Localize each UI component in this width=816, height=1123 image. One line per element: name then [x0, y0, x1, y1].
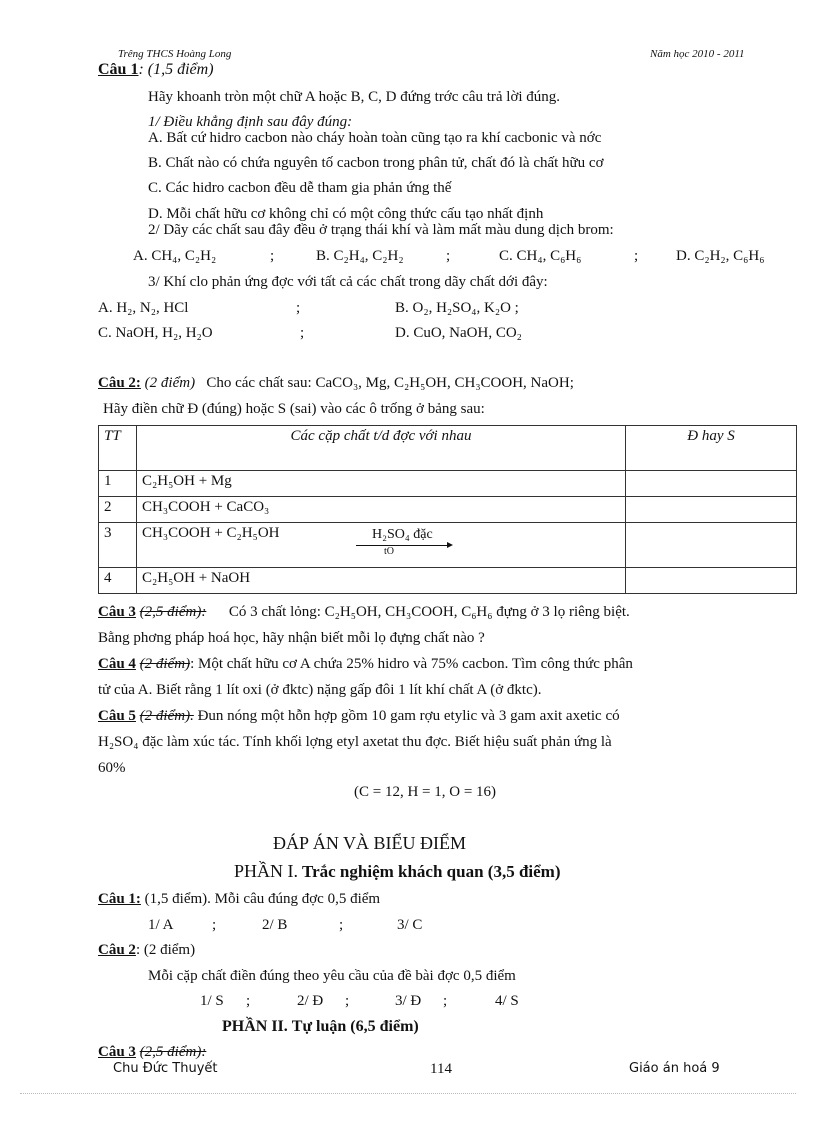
row-number: 1	[99, 471, 137, 497]
q2-instruction: Hãy điền chữ Đ (đúng) hoặc S (sai) vào các ô trống ở bảng sau:	[103, 401, 485, 417]
q1-s3-option-a: A. H₂, N₂, HCl	[98, 300, 189, 316]
a1-text: (1,5 điểm). Mỗi câu đúng đợc 0,5 điểm	[144, 891, 381, 907]
answers-title: ĐÁP ÁN VÀ BIỂU ĐIỂM	[273, 833, 466, 853]
q3-points: (2,5 điểm):	[139, 604, 207, 620]
q2-points: (2 điểm)	[144, 375, 196, 391]
q1-s2-sep-1: ;	[270, 248, 275, 264]
q1-s1-option-b: B. Chất nào có chứa nguyên tố cacbon trong phân tử, chất đó là chất hữu cơ	[148, 155, 604, 171]
row-answer-cell[interactable]	[626, 471, 797, 497]
a2-sep-1: ;	[246, 993, 251, 1009]
row-number: 3	[99, 523, 137, 568]
q4-points: (2 điểm)	[139, 656, 191, 672]
q3-title: Câu 3	[98, 604, 136, 620]
q1-s3-option-d: D. CuO, NaOH, CO₂	[395, 325, 522, 341]
q1-s3-sep-1: ;	[296, 300, 301, 316]
row-number: 2	[99, 497, 137, 523]
a3-heading	[98, 1044, 206, 1061]
part2-title: Tự luận (6,5 điểm)	[291, 1018, 419, 1035]
a1-title: Câu 1:	[98, 891, 141, 907]
col-pairs-header: Các cặp chất t/d đợc với nhau	[137, 426, 626, 471]
school-header: Trêng THCS Hoàng Long	[118, 48, 232, 60]
q1-s3-option-c: C. NaOH, H₂, H₂O	[98, 325, 213, 341]
q1-s2-option-b: B. C₂H₄, C₂H₂	[316, 248, 404, 264]
reaction-catalyst: H₂SO₄ đặc	[372, 527, 433, 542]
q3-line1	[98, 604, 630, 621]
q1-s1-option-d: D. Mỗi chất hữu cơ không chỉ có một công thức cấu tạo nhất định	[148, 206, 544, 222]
a1-sep-1: ;	[212, 917, 217, 933]
part1-heading	[234, 861, 561, 882]
q1-s2-option-a: A. CH₄, C₂H₂	[133, 248, 217, 264]
part2-heading	[222, 1018, 419, 1036]
page-bottom-divider	[20, 1093, 796, 1094]
q2-title: Câu 2:	[98, 375, 141, 391]
q1-s1-title: 1/ Điều khẳng định sau đây đúng:	[148, 114, 353, 130]
a2-answer-4: 4/ S	[495, 993, 519, 1009]
q4-line1	[98, 656, 633, 673]
q4-text-1: : Một chất hữu cơ A chứa 25% hidro và 75% cacbon. Tìm công thức phân	[190, 656, 633, 672]
a3-points: (2,5 điểm):	[139, 1044, 207, 1060]
a2-text: Mỗi cặp chất điền đúng theo yêu cầu của đề bài đợc 0,5 điểm	[148, 968, 516, 984]
table-header-row	[99, 426, 797, 471]
table-row	[99, 568, 797, 594]
a2-answer-1: 1/ S	[200, 993, 224, 1009]
a2-answer-2: 2/ Đ	[297, 993, 324, 1009]
table-row	[99, 471, 797, 497]
q5-text-3: 60%	[98, 760, 126, 776]
q3-text-1: Có 3 chất lỏng: C₂H₅OH, CH₃COOH, C₆H₆ đựng ở 3 lọ riêng biệt.	[228, 604, 630, 620]
q1-s1-option-a: A. Bất cứ hidro cacbon nào cháy hoàn toàn cũng tạo ra khí cacbonic và nớc	[148, 130, 602, 146]
table-row	[99, 497, 797, 523]
part2-prefix: PHẦN II.	[222, 1018, 288, 1035]
part1-prefix: PHẦN I.	[234, 861, 299, 881]
q1-s3-title: 3/ Khí clo phản ứng đợc với tất cả các chất trong dãy chất dới đây:	[148, 274, 548, 290]
q1-s2-option-c: C. CH₄, C₆H₆	[499, 248, 582, 264]
a1-answer-3: 3/ C	[397, 917, 423, 933]
q1-instruction: Hãy khoanh tròn một chữ A hoặc B, C, D đứng trớc câu trả lời đúng.	[148, 89, 561, 105]
row-number: 4	[99, 568, 137, 594]
q1-s3-option-b: B. O₂, H₂SO₄, K₂O ;	[395, 300, 519, 316]
q1-s2-sep-3: ;	[634, 248, 639, 264]
q2-table	[98, 425, 797, 594]
footer-author: Chu Đức Thuyết	[113, 1061, 218, 1076]
a2-sep-2: ;	[345, 993, 350, 1009]
q1-heading	[98, 61, 214, 79]
a1-answer-2: 2/ B	[262, 917, 288, 933]
q1-s1-option-c: C. Các hidro cacbon đều dễ tham gia phản ứng thế	[148, 180, 452, 196]
q2-heading	[98, 375, 574, 392]
year-header: Năm học 2010 - 2011	[650, 48, 745, 60]
q1-s2-sep-2: ;	[446, 248, 451, 264]
q5-title: Câu 5	[98, 708, 136, 724]
footer-page-number: 114	[430, 1061, 452, 1077]
a2-sep-3: ;	[443, 993, 448, 1009]
col-ds-header: Đ hay S	[626, 426, 797, 471]
a3-title: Câu 3	[98, 1044, 136, 1060]
row-answer-cell[interactable]	[626, 497, 797, 523]
a1-sep-2: ;	[339, 917, 344, 933]
q5-text-1: Đun nóng một hỗn hợp gồm 10 gam rợu etylic và 3 gam axit axetic có	[197, 708, 620, 724]
a2-title: Câu 2	[98, 942, 136, 958]
row-pair: CH₃COOH + C₂H₅OH	[137, 523, 626, 568]
part1-title: Trắc nghiệm khách quan (3,5 điểm)	[302, 862, 561, 881]
q4-text-2: tử của A. Biết rằng 1 lít oxi (ở đktc) nặng gấp đôi 1 lít khí chất A (ở đktc).	[98, 682, 542, 698]
row-pair: CH₃COOH + CaCO₃	[137, 497, 626, 523]
q4-title: Câu 4	[98, 656, 136, 672]
q1-title: Câu 1	[98, 61, 139, 78]
q1-s2-option-d: D. C₂H₂, C₆H₆	[676, 248, 765, 264]
a1-heading	[98, 891, 380, 908]
footer-book: Giáo án hoá 9	[629, 1061, 720, 1076]
q1-s2-title: 2/ Dãy các chất sau đây đều ở trạng thái khí và làm mất màu dung dịch brom:	[148, 222, 614, 238]
q1-points: : (1,5 điểm)	[138, 61, 214, 78]
q5-text-2: H₂SO₄ đặc làm xúc tác. Tính khối lợng etyl axetat thu đợc. Biết hiệu suất phản ứng là	[98, 734, 612, 750]
q1-s3-sep-2: ;	[300, 325, 305, 341]
row-pair: C₂H₅OH + Mg	[137, 471, 626, 497]
row-pair: C₂H₅OH + NaOH	[137, 568, 626, 594]
row-answer-cell[interactable]	[626, 523, 797, 568]
col-tt-header: TT	[99, 426, 137, 471]
q5-line1	[98, 708, 620, 725]
row-answer-cell[interactable]	[626, 568, 797, 594]
a2-heading	[98, 942, 195, 959]
q2-intro: Cho các chất sau: CaCO₃, Mg, C₂H₅OH, CH₃COOH, NaOH;	[206, 375, 574, 391]
q3-text-2: Bằng phơng pháp hoá học, hãy nhận biết mỗi lọ đựng chất nào ?	[98, 630, 485, 646]
reaction-temperature: tO	[384, 546, 394, 557]
a2-points: : (2 điểm)	[135, 942, 196, 958]
atomic-masses: (C = 12, H = 1, O = 16)	[354, 784, 497, 800]
q5-points: (2 điểm).	[139, 708, 194, 724]
a2-answer-3: 3/ Đ	[395, 993, 422, 1009]
reaction-arrow	[356, 545, 451, 546]
a1-answer-1: 1/ A	[148, 917, 174, 933]
